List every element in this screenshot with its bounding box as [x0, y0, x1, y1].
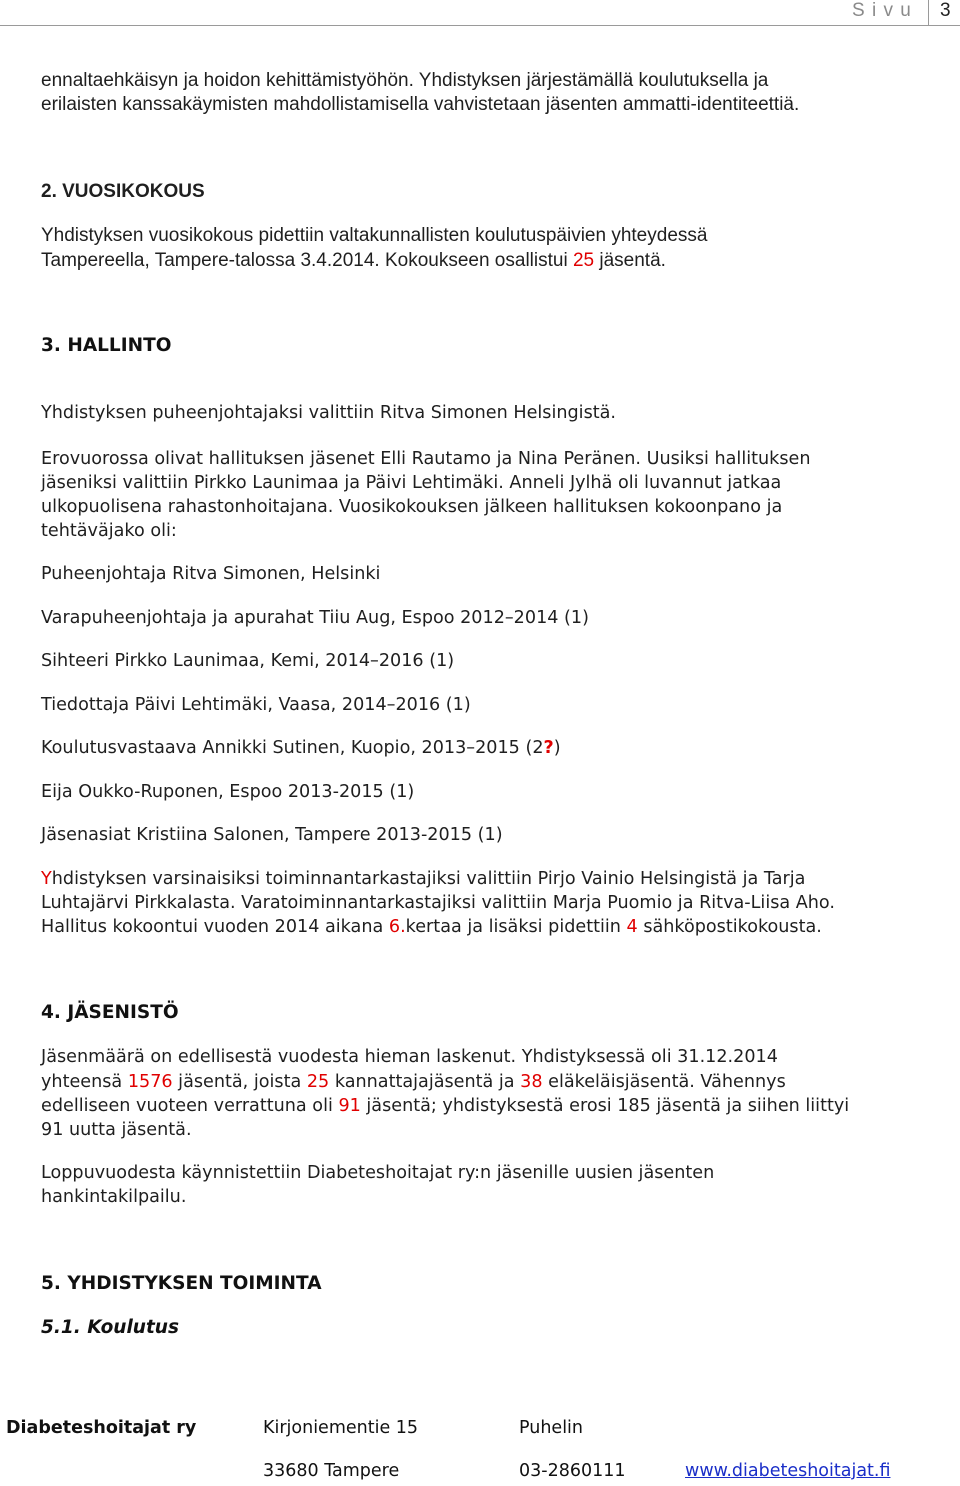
- footer-org: Diabeteshoitajat ry: [6, 1418, 197, 1438]
- footer-website-link[interactable]: www.diabeteshoitajat.fi: [685, 1461, 891, 1481]
- hallinto-para-line-1: Erovuorossa olivat hallituksen jäsenet Elli Rautamo ja Nina Peränen. Uusiksi hallituksen: [41, 449, 811, 469]
- board-member: Tiedottaja Päivi Lehtimäki, Vaasa, 2014–2016 (1): [41, 695, 471, 715]
- page-label: S i v u: [852, 0, 912, 21]
- jasenisto-line-2: yhteensä 1576 jäsentä, joista 25 kannattajajäsentä ja 38 eläkeläisjäsentä. Vähennys: [41, 1072, 786, 1092]
- footer-street: Kirjoniementie 15: [263, 1418, 419, 1438]
- hallinto-para-line-4: tehtäväjako oli:: [41, 521, 177, 541]
- jasenisto-line-5: Loppuvuodesta käynnistettiin Diabeteshoitajat ry:n jäsenille uusien jäsenten: [41, 1163, 715, 1183]
- intro-line-1: ennaltaehkäisyn ja hoidon kehittämistyöhön. Yhdistyksen järjestämällä koulutuksella ja: [41, 70, 769, 91]
- board-member: Koulutusvastaava Annikki Sutinen, Kuopio, 2013–2015 (2?): [41, 738, 561, 758]
- hallinto-para-line-3: ulkopuolisena rahastonhoitajana. Vuosikokouksen jälkeen hallituksen kokoonpano ja: [41, 497, 783, 517]
- meetings-line: Hallitus kokoontui vuoden 2014 aikana 6.kertaa ja lisäksi pidettiin 4 sähköpostikokousta.: [41, 917, 822, 937]
- hallinto-para-line-2: jäseniksi valittiin Pirkko Launimaa ja Päivi Lehtimäki. Anneli Jylhä oli luvannut jatkaa: [41, 473, 782, 493]
- heading-vuosikokous: 2. VUOSIKOKOUS: [41, 181, 205, 202]
- hallinto-chair-line: Yhdistyksen puheenjohtajaksi valittiin Ritva Simonen Helsingistä.: [41, 403, 617, 423]
- heading-jasenisto: 4. JÄSENISTÖ: [41, 1002, 179, 1023]
- board-member: Puheenjohtaja Ritva Simonen, Helsinki: [41, 564, 381, 584]
- auditors-line-1: Yhdistyksen varsinaisiksi toiminnantarkastajiksi valittiin Pirjo Vainio Helsingistä ja Tarja: [41, 869, 806, 889]
- footer-city: 33680 Tampere: [263, 1461, 400, 1481]
- subheading-koulutus: 5.1. Koulutus: [41, 1317, 179, 1338]
- page-number: 3: [940, 0, 951, 21]
- jasenisto-line-4: 91 uutta jäsentä.: [41, 1120, 192, 1140]
- auditors-line-2: Luhtajärvi Pirkkalasta. Varatoiminnantarkastajiksi valittiin Marja Puomio ja Ritva-Liisa Aho.: [41, 893, 835, 913]
- jasenisto-line-1: Jäsenmäärä on edellisestä vuodesta hieman laskenut. Yhdistyksessä oli 31.12.2014: [41, 1047, 778, 1067]
- footer-phone: 03-2860111: [519, 1461, 626, 1481]
- jasenisto-line-6: hankintakilpailu.: [41, 1187, 187, 1207]
- heading-hallinto: 3. HALLINTO: [41, 335, 172, 356]
- board-member: Jäsenasiat Kristiina Salonen, Tampere 2013-2015 (1): [41, 825, 503, 845]
- vuosikokous-line-2: Tampereella, Tampere-talossa 3.4.2014. Kokoukseen osallistui 25 jäsentä.: [41, 250, 666, 271]
- header-separator: [928, 0, 929, 25]
- heading-toiminta: 5. YHDISTYKSEN TOIMINTA: [41, 1273, 322, 1294]
- jasenisto-line-3: edelliseen vuoteen verrattuna oli 91 jäsentä; yhdistyksestä erosi 185 jäsentä ja siihen liittyi: [41, 1096, 850, 1116]
- header-rule: [0, 25, 960, 26]
- intro-line-2: erilaisten kanssakäymisten mahdollistamisella vahvistetaan jäsenten ammatti-identiteettiä.: [41, 94, 800, 115]
- vuosikokous-line-1: Yhdistyksen vuosikokous pidettiin valtakunnallisten koulutuspäivien yhteydessä: [41, 225, 708, 246]
- footer-phone-label: Puhelin: [519, 1418, 584, 1438]
- board-member: Sihteeri Pirkko Launimaa, Kemi, 2014–2016 (1): [41, 651, 455, 671]
- board-member: Varapuheenjohtaja ja apurahat Tiiu Aug, Espoo 2012–2014 (1): [41, 608, 589, 628]
- board-member: Eija Oukko-Ruponen, Espoo 2013-2015 (1): [41, 782, 415, 802]
